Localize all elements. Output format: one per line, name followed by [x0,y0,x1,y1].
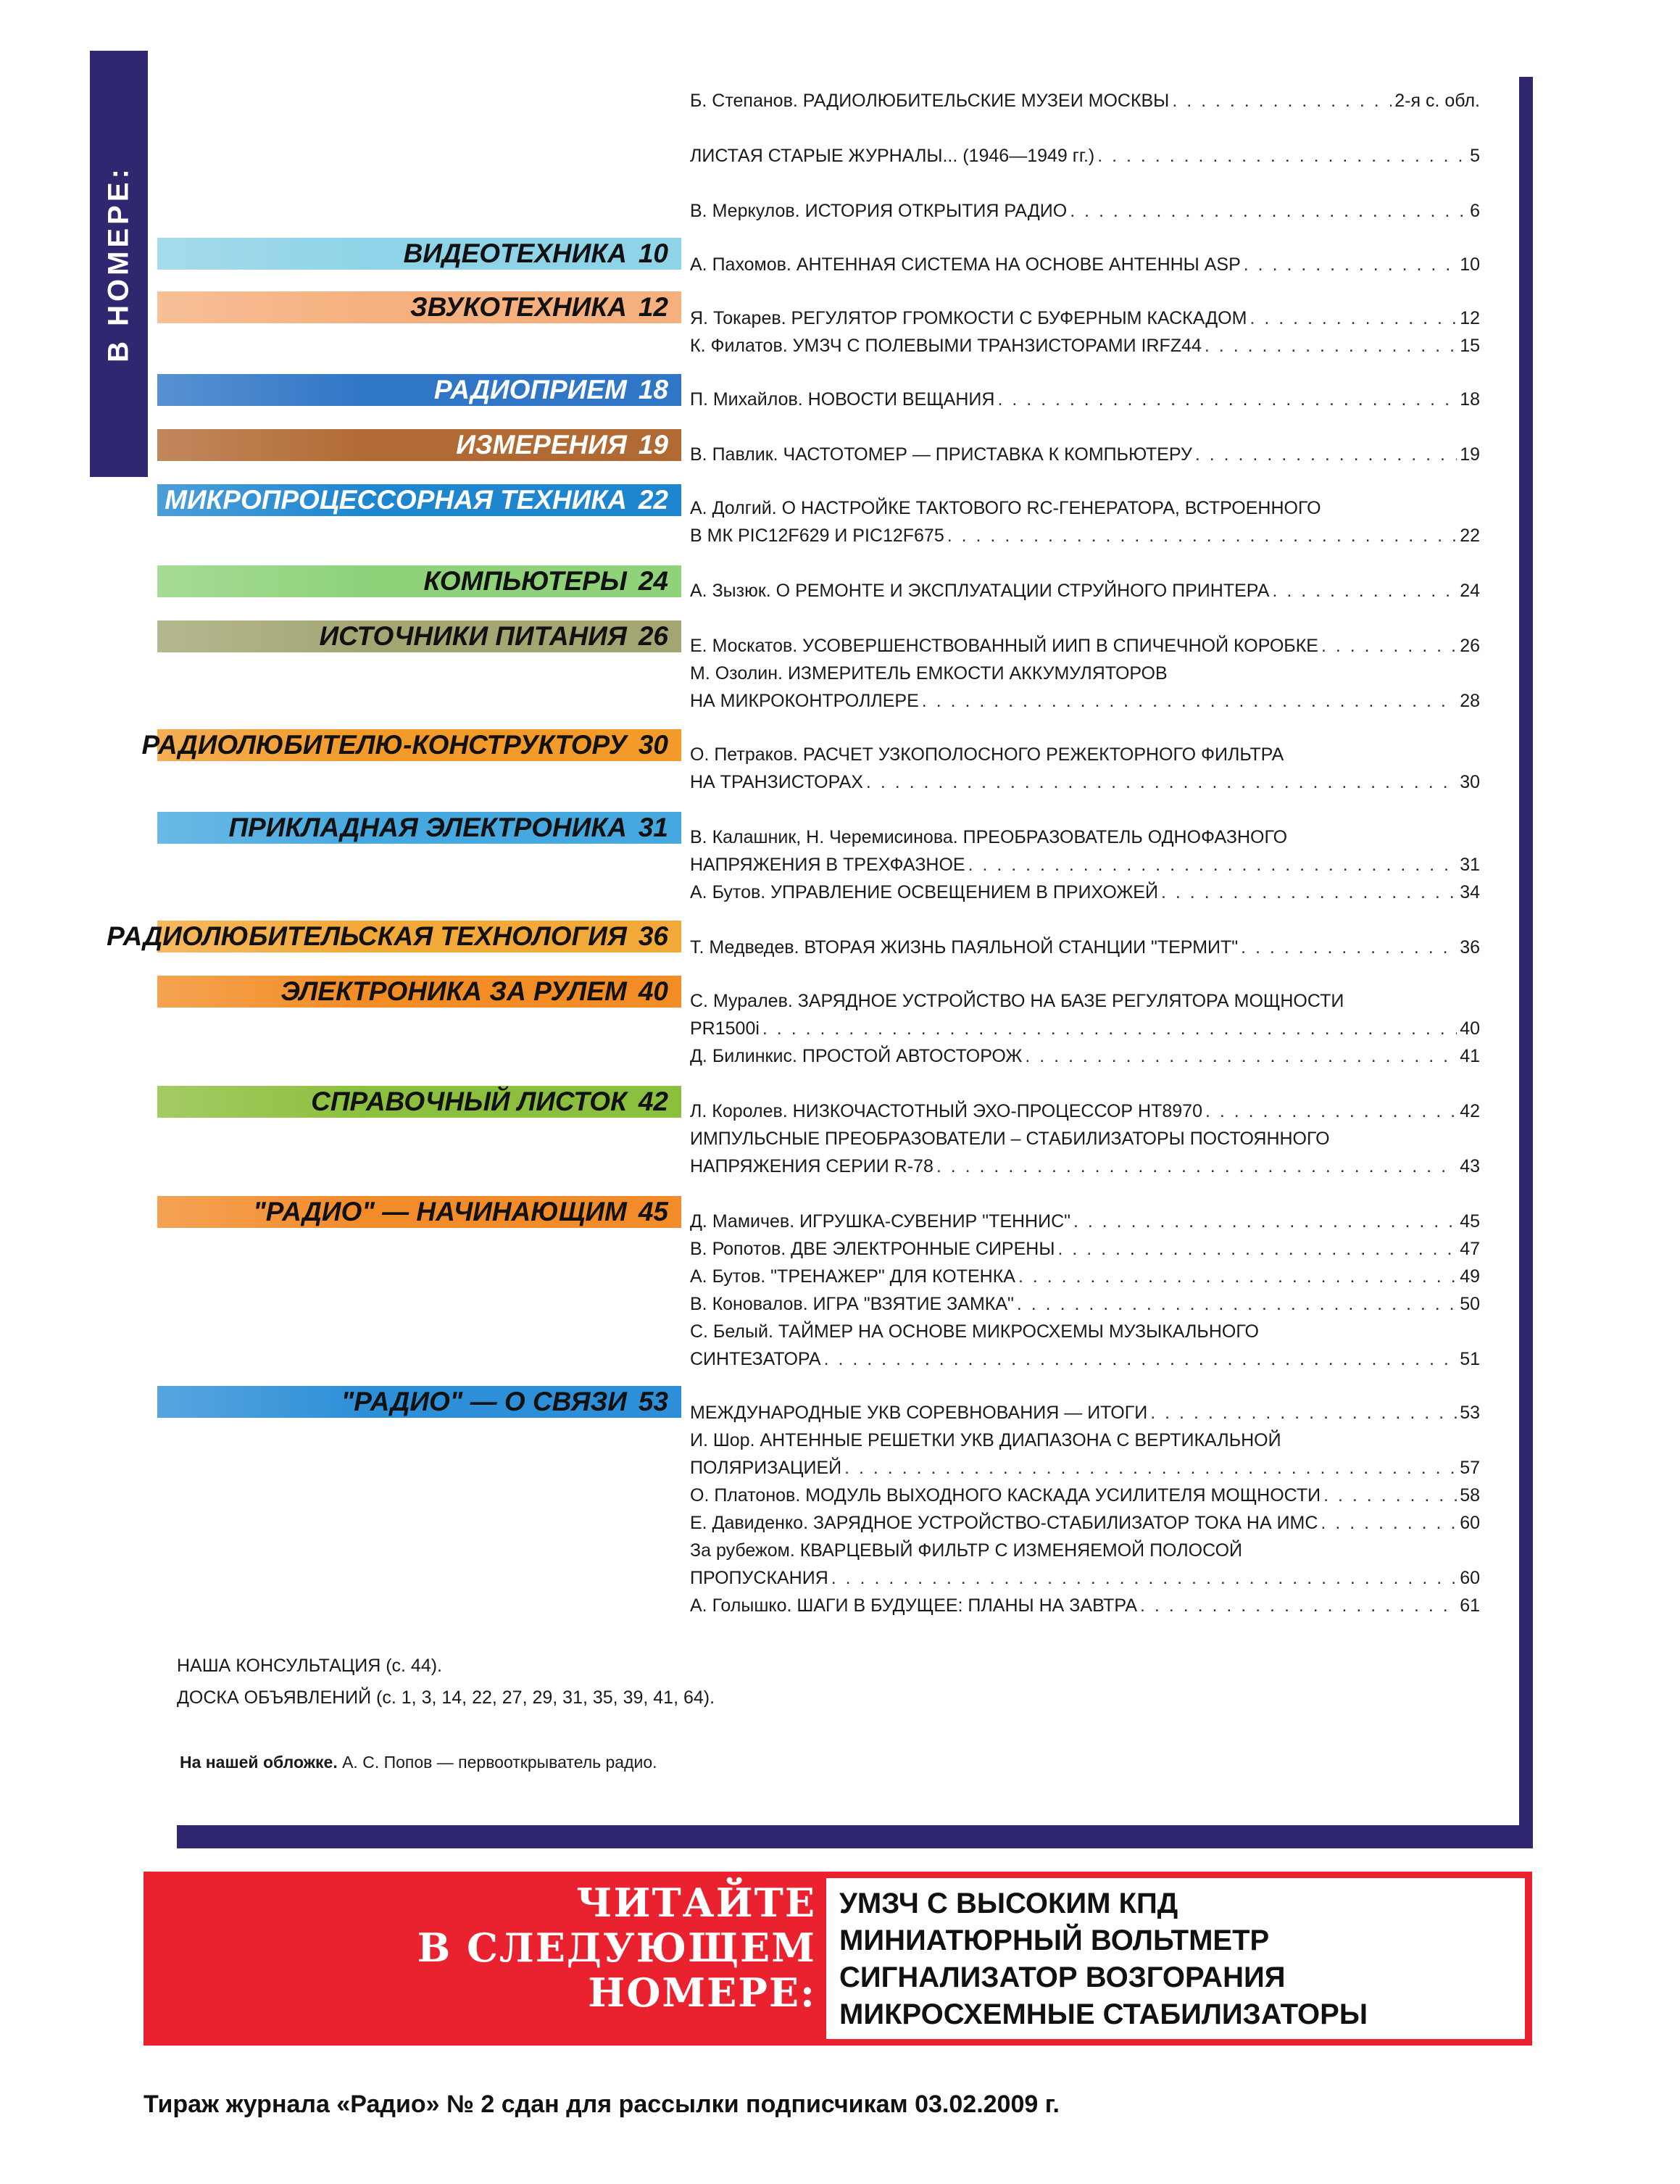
toc-entry [690,632,1480,715]
toc-line [690,1125,1480,1153]
toc-line [690,1427,1480,1454]
section-page: 42 [638,1087,668,1116]
toc-dot-leader [1205,332,1457,360]
toc-line [690,197,1480,225]
misc-references [177,1650,902,1766]
section-header [107,921,681,952]
toc-line-text: В МК PIC12F629 И PIC12F675 [690,526,944,546]
toc-page-number: 61 [1460,1595,1480,1616]
toc-dot-leader [936,1153,1457,1180]
toc-line-text: Д. Мамичев. ИГРУШКА-СУВЕНИР "ТЕННИС" [690,1211,1070,1232]
toc-line [690,632,1480,660]
toc-line-text: В. Калашник, Н. Черемисинова. ПРЕОБРАЗОВАТЕЛЬ ОДНОФАЗНОГО [690,827,1288,847]
frame-bottom-bar [177,1825,1533,1848]
toc-line [690,87,1480,115]
toc-line-text: А. Голышко. ШАГИ В БУДУЩЕЕ: ПЛАНЫ НА ЗАВТРА [690,1595,1138,1616]
section-label: РАДИОЛЮБИТЕЛЮ-КОНСТРУКТОРУ [141,730,627,760]
toc-page-number: 5 [1470,146,1480,166]
toc-line [690,1318,1480,1345]
section-label: ЗВУКОТЕХНИКА [409,292,627,322]
cover-note-label: На нашей обложке. [180,1753,338,1772]
toc-page-number: 2-я с. обл. [1394,91,1480,111]
toc-line [690,1564,1480,1592]
toc-line [690,934,1480,961]
toc-dot-leader [1323,1482,1457,1509]
section-page: 30 [638,730,668,760]
toc-line-text: В. Ропотов. ДВЕ ЭЛЕКТРОННЫЕ СИРЕНЫ [690,1239,1055,1259]
toc-entry [690,934,1480,961]
toc-line-text: А. Бутов. УПРАВЛЕНИЕ ОСВЕЩЕНИЕМ В ПРИХОЖЕЙ [690,882,1158,902]
toc-line-text: И. Шор. АНТЕННЫЕ РЕШЕТКИ УКВ ДИАПАЗОНА С ВЕРТИКАЛЬНОЙ [690,1430,1281,1450]
toc-line [690,386,1480,413]
toc-entry [690,441,1480,468]
toc-line-text: СИНТЕЗАТОРА [690,1349,821,1369]
toc-dot-leader [1097,142,1467,170]
next-issue-heading-line: НОМЕРЕ: [588,1969,816,2016]
section-label: РАДИОЛЮБИТЕЛЬСКАЯ ТЕХНОЛОГИЯ [107,921,627,951]
toc-page-number: 45 [1460,1211,1480,1232]
section-page: 19 [638,430,668,460]
toc-page-number: 26 [1460,636,1480,656]
toc-line-text: Е. Давиденко. ЗАРЯДНОЕ УСТРОЙСТВО-СТАБИЛИЗАТОР ТОКА НА ИМС [690,1513,1318,1533]
section-header [157,238,681,270]
toc-dot-leader [922,687,1457,715]
toc-entry [690,1208,1480,1373]
cover-note [180,1753,657,1772]
toc-line [690,1537,1480,1564]
toc-line-text: Б. Степанов. РАДИОЛЮБИТЕЛЬСКИЕ МУЗЕИ МОСКВЫ [690,91,1170,111]
section-header [157,1086,681,1118]
toc-line [690,1290,1480,1318]
toc-line [690,1153,1480,1180]
toc-entry [690,987,1480,1070]
toc-line-text: Д. Билинкис. ПРОСТОЙ АВТОСТОРОЖ [690,1046,1023,1066]
toc-line [690,522,1480,549]
toc-page-number: 42 [1460,1101,1480,1121]
section-label: МИКРОПРОЦЕССОРНАЯ ТЕХНИКА [165,485,627,515]
frame-right-bar [1519,77,1533,1838]
toc-line-text: В. Павлик. ЧАСТОТОМЕР — ПРИСТАВКА К КОМПЬЮТЕРУ [690,444,1192,465]
toc-line [690,142,1480,170]
toc-entry [690,386,1480,413]
toc-page-number: 53 [1460,1403,1480,1423]
toc-line [690,1235,1480,1263]
toc-line [690,1592,1480,1619]
toc-line-text: П. Михайлов. НОВОСТИ ВЕЩАНИЯ [690,389,995,410]
toc-page-number: 50 [1460,1294,1480,1314]
section-label: ВИДЕОТЕХНИКА [403,238,627,268]
next-issue-heading-line: В СЛЕДУЮЩЕМ [417,1925,816,1971]
section-header [157,812,681,844]
toc-entry [690,823,1480,906]
toc-page-number: 12 [1460,308,1480,328]
toc-page-number: 47 [1460,1239,1480,1259]
toc-dot-leader [1321,1509,1457,1537]
toc-line [690,687,1480,715]
next-issue-heading [144,1880,816,2015]
section-header [157,374,681,406]
section-page: 18 [638,375,668,404]
toc-line-text: Т. Медведев. ВТОРАЯ ЖИЗНЬ ПАЯЛЬНОЙ СТАНЦИИ "ТЕРМИТ" [690,937,1239,958]
toc-line [690,332,1480,360]
toc-line-text: PR1500i [690,1018,760,1039]
next-issue-item: СИГНАЛИЗАТОР ВОЗГОРАНИЯ [839,1961,1286,1993]
cover-note-text: А. С. Попов — первооткрыватель радио. [342,1753,657,1772]
toc-page-number: 34 [1460,882,1480,902]
section-page: 22 [638,485,668,515]
toc-page-number: 57 [1460,1458,1480,1478]
section-label: РАДИОПРИЕМ [433,375,627,404]
toc-dot-leader [1249,304,1457,332]
section-label: ИЗМЕРЕНИЯ [456,430,627,460]
toc-line-text: НА МИКРОКОНТРОЛЛЕРЕ [690,691,919,711]
toc-dot-leader [947,522,1457,549]
section-header [157,1196,681,1228]
toc-dot-leader [1057,1235,1457,1263]
toc-page-number: 15 [1460,336,1480,356]
toc-line-text: ЛИСТАЯ СТАРЫЕ ЖУРНАЛЫ... (1946—1949 гг.) [690,146,1095,166]
toc-line-text: Е. Москатов. УСОВЕРШЕНСТВОВАННЫЙ ИИП В СПИЧЕЧНОЙ КОРОБКЕ [690,636,1318,656]
toc-dot-leader [824,1345,1457,1373]
toc-dot-leader [1070,197,1467,225]
next-issue-item: УМЗЧ С ВЫСОКИМ КПД [839,1888,1178,1919]
toc-line [690,1482,1480,1509]
next-issue-list-box [826,1878,1525,2039]
toc-line [690,577,1480,605]
toc-dot-leader [866,768,1457,796]
toc-entry [690,741,1480,796]
toc-line-text: О. Платонов. МОДУЛЬ ВЫХОДНОГО КАСКАДА УСИЛИТЕЛЯ МОЩНОСТИ [690,1485,1321,1506]
toc-dot-leader [1018,1263,1457,1290]
ads-note: ДОСКА ОБЪЯВЛЕНИЙ (с. 1, 3, 14, 22, 27, 29, 31, 35, 39, 41, 64). [177,1687,715,1708]
section-header [157,976,681,1008]
toc-line [690,1345,1480,1373]
toc-page-number: 58 [1460,1485,1480,1506]
section-page: 26 [638,621,668,651]
toc-line-text: В. Коновалов. ИГРА "ВЗЯТИЕ ЗАМКА" [690,1294,1014,1314]
next-issue-list [839,1885,1368,2033]
toc-entry [690,494,1480,549]
section-header [157,291,681,323]
next-issue-heading-line: ЧИТАЙТЕ [576,1880,816,1926]
toc-dot-leader [1017,1290,1457,1318]
toc-line [690,1454,1480,1482]
toc-entry [690,87,1480,115]
toc-line-text: ПОЛЯРИЗАЦИЕЙ [690,1458,842,1478]
toc-line [690,823,1480,851]
toc-line-text: ПРОПУСКАНИЯ [690,1568,828,1588]
toc-page-number: 6 [1470,201,1480,221]
toc-page-number: 19 [1460,444,1480,465]
toc-page-number: 60 [1460,1513,1480,1533]
toc-page-number: 24 [1460,581,1480,601]
table-of-contents [690,0,1480,1667]
section-page: 53 [638,1387,668,1416]
toc-line-text: А. Бутов. "ТРЕНАЖЕР" ДЛЯ КОТЕНКА [690,1266,1015,1287]
toc-line [690,1399,1480,1427]
toc-line-text: НА ТРАНЗИСТОРАХ [690,772,863,792]
toc-page-number: 51 [1460,1349,1480,1369]
toc-dot-leader [1161,879,1457,906]
toc-page-number: 49 [1460,1266,1480,1287]
toc-line [690,768,1480,796]
circulation-footer: Тираж журнала «Радио» № 2 сдан для рассылки подписчикам 03.02.2009 г. [144,2090,1060,2118]
toc-entry [690,577,1480,605]
toc-line-text: ИМПУЛЬСНЫЕ ПРЕОБРАЗОВАТЕЛИ – СТАБИЛИЗАТОРЫ ПОСТОЯННОГО [690,1129,1330,1149]
toc-line [690,660,1480,687]
toc-line-text: А. Зызюк. О РЕМОНТЕ И ЭКСПЛУАТАЦИИ СТРУЙНОГО ПРИНТЕРА [690,581,1270,601]
section-page: 36 [638,921,668,951]
toc-line [690,304,1480,332]
toc-line-text: НАПРЯЖЕНИЯ В ТРЕХФАЗНОЕ [690,855,965,875]
toc-page-number: 18 [1460,389,1480,410]
toc-dot-leader [831,1564,1457,1592]
toc-page-number: 31 [1460,855,1480,875]
toc-line-text: К. Филатов. УМЗЧ С ПОЛЕВЫМИ ТРАНЗИСТОРАМИ IRFZ44 [690,336,1202,356]
toc-dot-leader [968,851,1457,879]
toc-line-text: Л. Королев. НИЗКОЧАСТОТНЫЙ ЭХО-ПРОЦЕССОР НТ8970 [690,1101,1202,1121]
toc-entry [690,142,1480,170]
toc-page-number: 10 [1460,254,1480,275]
section-headers [0,0,681,1450]
section-page: 10 [638,238,668,268]
next-issue-banner [144,1872,1532,2046]
toc-dot-leader [1025,1042,1457,1070]
toc-line-text: А. Пахомов. АНТЕННАЯ СИСТЕМА НА ОСНОВЕ АНТЕННЫ ASP [690,254,1241,275]
toc-line-text: Я. Токарев. РЕГУЛЯТОР ГРОМКОСТИ С БУФЕРНЫМ КАСКАДОМ [690,308,1247,328]
toc-dot-leader [1205,1097,1457,1125]
toc-line-text: А. Долгий. О НАСТРОЙКЕ ТАКТОВОГО RC-ГЕНЕРАТОРА, ВСТРОЕННОГО [690,498,1321,518]
toc-line [690,1097,1480,1125]
toc-line-text: За рубежом. КВАРЦЕВЫЙ ФИЛЬТР С ИЗМЕНЯЕМОЙ ПОЛОСОЙ [690,1540,1242,1561]
toc-line [690,251,1480,278]
toc-line-text: О. Петраков. РАСЧЕТ УЗКОПОЛОСНОГО РЕЖЕКТОРНОГО ФИЛЬТРА [690,744,1284,765]
section-label: "РАДИО" — НАЧИНАЮЩИМ [253,1197,627,1226]
section-header [157,484,681,516]
toc-page-number: 60 [1460,1568,1480,1588]
toc-dot-leader [997,386,1457,413]
toc-line [690,851,1480,879]
toc-line-text: М. Озолин. ИЗМЕРИТЕЛЬ ЕМКОСТИ АККУМУЛЯТОРОВ [690,663,1168,684]
toc-dot-leader [1195,441,1457,468]
toc-line [690,1509,1480,1537]
section-label: "РАДИО" — О СВЯЗИ [341,1387,627,1416]
toc-line [690,441,1480,468]
toc-page-number: 41 [1460,1046,1480,1066]
consultation-note: НАША КОНСУЛЬТАЦИЯ (с. 44). [177,1656,443,1676]
toc-dot-leader [1244,251,1457,278]
toc-line [690,1042,1480,1070]
toc-line [690,987,1480,1015]
toc-page-number: 28 [1460,691,1480,711]
toc-page-number: 43 [1460,1156,1480,1176]
toc-line [690,741,1480,768]
next-issue-item: МИКРОСХЕМНЫЕ СТАБИЛИЗАТОРЫ [839,1998,1368,2030]
toc-line-text: В. Меркулов. ИСТОРИЯ ОТКРЫТИЯ РАДИО [690,201,1068,221]
toc-page-number: 22 [1460,526,1480,546]
toc-entry [690,304,1480,360]
toc-line [690,1015,1480,1042]
toc-dot-leader [1272,577,1457,605]
section-label: СПРАВОЧНЫЙ ЛИСТОК [311,1087,627,1116]
toc-dot-leader [1073,1208,1457,1235]
toc-dot-leader [844,1454,1457,1482]
toc-line [690,1263,1480,1290]
section-page: 24 [638,566,668,596]
toc-line [690,494,1480,522]
section-header [157,429,681,461]
toc-dot-leader [1321,632,1457,660]
section-label: ПРИКЛАДНАЯ ЭЛЕКТРОНИКА [228,813,627,842]
section-header [157,565,681,597]
toc-entry [690,1399,1480,1619]
section-label: ЭЛЕКТРОНИКА ЗА РУЛЕМ [280,976,627,1006]
toc-dot-leader [762,1015,1457,1042]
section-page: 40 [638,976,668,1006]
toc-dot-leader [1150,1399,1457,1427]
section-page: 45 [638,1197,668,1226]
next-issue-item: МИНИАТЮРНЫЙ ВОЛЬТМЕТР [839,1925,1270,1956]
section-header [141,729,681,761]
toc-line-text: С. Муралев. ЗАРЯДНОЕ УСТРОЙСТВО НА БАЗЕ РЕГУЛЯТОРА МОЩНОСТИ [690,991,1344,1011]
toc-line-text: МЕЖДУНАРОДНЫЕ УКВ СОРЕВНОВАНИЯ — ИТОГИ [690,1403,1148,1423]
toc-page-number: 40 [1460,1018,1480,1039]
toc-entry [690,197,1480,225]
section-header [157,1386,681,1418]
toc-line-text: НАПРЯЖЕНИЯ СЕРИИ R-78 [690,1156,933,1176]
toc-line [690,1208,1480,1235]
section-label: КОМПЬЮТЕРЫ [423,566,627,596]
section-page: 31 [638,813,668,842]
toc-line [690,879,1480,906]
section-header [157,620,681,652]
toc-entry [690,1097,1480,1180]
section-label: ИСТОЧНИКИ ПИТАНИЯ [319,621,627,651]
toc-line-text: С. Белый. ТАЙМЕР НА ОСНОВЕ МИКРОСХЕМЫ МУЗЫКАЛЬНОГО [690,1321,1259,1342]
contents-vertical-label: В НОМЕРЕ: [102,165,135,362]
toc-dot-leader [1140,1592,1457,1619]
section-page: 12 [638,292,668,322]
toc-page-number: 30 [1460,772,1480,792]
toc-entry [690,251,1480,278]
toc-dot-leader [1241,934,1457,961]
toc-dot-leader [1172,87,1392,115]
toc-page-number: 36 [1460,937,1480,958]
